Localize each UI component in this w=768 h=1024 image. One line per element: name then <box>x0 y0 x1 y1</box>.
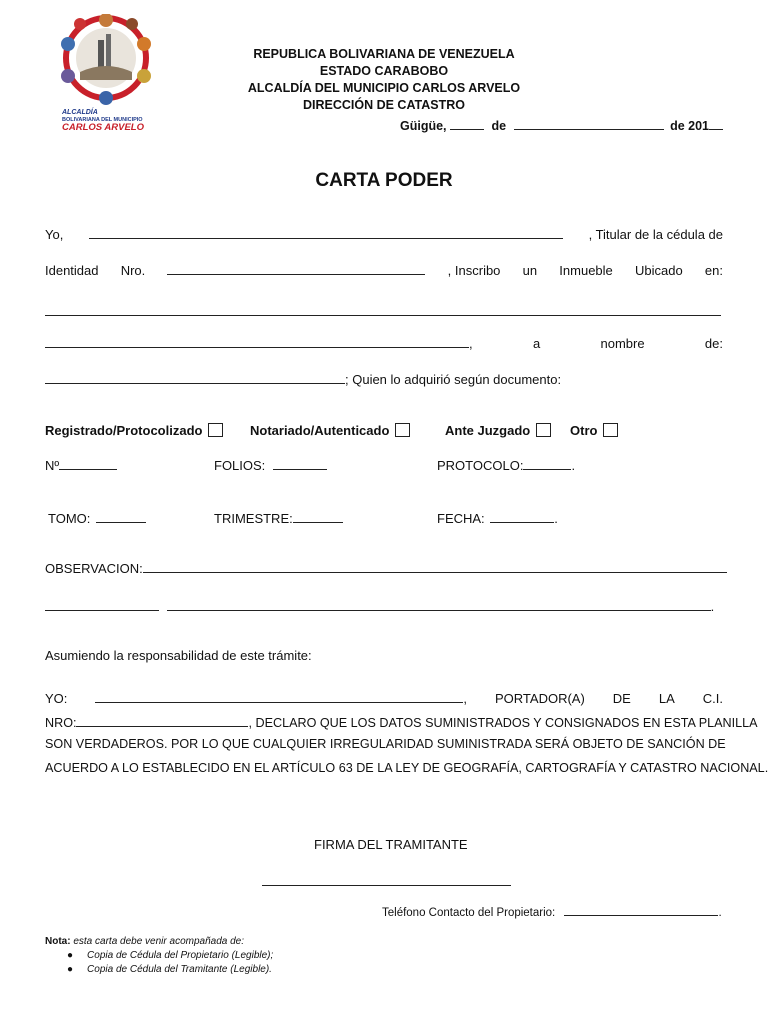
identidad-word: Identidad <box>45 263 99 278</box>
logo-line-1: ALCALDÍA <box>62 109 98 116</box>
trimestre-field[interactable] <box>293 509 343 523</box>
signature-label: FIRMA DEL TRAMITANTE <box>314 837 468 852</box>
option-registrado-label: Registrado/Protocolizado <box>45 423 203 438</box>
option-registrado <box>45 423 223 438</box>
phone-row: Teléfono Contacto del Propietario: . <box>382 902 722 919</box>
declaration-line-3: ACUERDO A LO ESTABLECIDO EN EL ARTÍCULO 63 DE LA LEY DE GEOGRAFÍA, CARTOGRAFÍA Y CATASTRO NACIONAL. <box>45 761 768 775</box>
quien-text: ; Quien lo adquirió según documento: <box>345 372 562 387</box>
date-year-field[interactable] <box>709 116 723 130</box>
observacion-row-2: . <box>45 597 714 614</box>
declarant-ci-field[interactable] <box>76 713 248 727</box>
address-field-2[interactable] <box>45 334 469 348</box>
observacion-field-2b[interactable] <box>167 597 711 611</box>
tomo-label: TOMO: <box>48 511 91 526</box>
protocolo-group: PROTOCOLO: . <box>437 458 576 473</box>
date-city: Güigüe, <box>400 119 447 133</box>
option-juzgado <box>445 423 551 438</box>
note-item-2 <box>67 964 272 975</box>
page-title: CARTA PODER <box>315 170 453 191</box>
fecha-label: FECHA: <box>437 511 485 526</box>
bullet-icon: ● <box>67 950 74 961</box>
yo-label: Yo, <box>45 227 64 242</box>
ubicado-word: Ubicado <box>634 263 683 278</box>
de-caps-word: DE <box>612 691 631 706</box>
observacion-field-2a[interactable] <box>45 597 159 611</box>
declaration-text-1: , DECLARO QUE LOS DATOS SUMINISTRADOS Y CONSIGNADOS EN ESTA PLANILLA <box>248 716 758 730</box>
fecha-group: FECHA: . <box>437 511 558 526</box>
titular-text: , Titular de la cédula de <box>588 227 723 242</box>
juzgado-checkbox[interactable] <box>536 423 551 437</box>
numero-field[interactable] <box>59 456 117 470</box>
registrado-checkbox[interactable] <box>208 423 223 437</box>
row-quien <box>45 370 561 387</box>
identity-number-field[interactable] <box>167 261 425 275</box>
note-row <box>45 936 244 947</box>
bullet-icon: ● <box>67 964 74 975</box>
option-otro-label: Otro <box>570 423 598 438</box>
trimestre-group <box>214 509 343 526</box>
tomo-group <box>48 509 146 526</box>
inmueble-word: Inmueble <box>559 263 613 278</box>
option-notariado <box>250 423 410 438</box>
option-otro <box>570 423 618 438</box>
header-estado: ESTADO CARABOBO <box>319 64 449 78</box>
declarant-name-field[interactable] <box>95 689 463 703</box>
row-yo <box>45 225 723 242</box>
notariado-checkbox[interactable] <box>395 423 410 437</box>
inscribo-word: , Inscribo <box>447 263 501 278</box>
date-de: de <box>491 119 507 133</box>
header-republica: REPUBLICA BOLIVARIANA DE VENEZUELA <box>253 47 515 61</box>
yo-caps-label: YO: <box>45 691 68 706</box>
declaration-line-2: SON VERDADEROS. POR LO QUE CUALQUIER IRREGULARIDAD SUMINISTRADA SERÁ OBJETO DE SANCIÓN DE <box>45 737 726 751</box>
protocolo-field[interactable] <box>523 456 571 470</box>
date-line <box>400 116 723 133</box>
alcaldia-logo <box>50 14 162 132</box>
note-text: esta carta debe venir acompañada de: <box>73 936 245 947</box>
un-word: un <box>522 263 538 278</box>
note-label: Nota: <box>45 936 71 947</box>
numero-group <box>45 456 117 473</box>
ci-word: C.I. <box>702 691 723 706</box>
header-direccion: DIRECCIÓN DE CATASTRO <box>302 98 466 112</box>
owner-name-field[interactable] <box>45 370 345 384</box>
nro-label: NRO: <box>45 716 77 730</box>
numero-label: Nº <box>45 458 60 473</box>
de-word: de: <box>704 336 723 351</box>
observacion-label: OBSERVACION: <box>45 561 143 576</box>
date-year-label: de 201 <box>670 119 709 133</box>
logo-line-3: CARLOS ARVELO <box>62 122 144 132</box>
trimestre-label: TRIMESTRE: <box>214 511 293 526</box>
nro-word: Nro. <box>120 263 146 278</box>
tomo-field[interactable] <box>96 509 146 523</box>
name-field[interactable] <box>89 225 563 239</box>
folios-field[interactable] <box>273 456 327 470</box>
observacion-field-1[interactable] <box>143 559 727 573</box>
address-field-1[interactable] <box>45 302 721 316</box>
folios-group <box>214 456 327 473</box>
observacion-row <box>45 559 727 576</box>
a-word: a <box>532 336 541 351</box>
signature-line[interactable] <box>262 885 511 886</box>
date-day-field[interactable] <box>450 116 484 130</box>
header-alcaldia: ALCALDÍA DEL MUNICIPIO CARLOS ARVELO <box>247 81 521 95</box>
note-item-1-text: Copia de Cédula del Propietario (Legible); <box>87 950 274 961</box>
date-month-field[interactable] <box>514 116 664 130</box>
phone-field[interactable] <box>564 902 718 916</box>
folios-label: FOLIOS: <box>214 458 266 473</box>
protocolo-label: PROTOCOLO: <box>437 458 524 473</box>
row-a-nombre <box>45 334 723 351</box>
portador-word: PORTADOR(A) <box>495 691 585 706</box>
row-identidad <box>45 261 723 278</box>
en-word: en: <box>704 263 723 278</box>
logo-line-2: BOLIVARIANA DEL MUNICIPIO <box>62 117 143 123</box>
declaration-intro: Asumiendo la responsabilidad de este trámite: <box>45 648 312 663</box>
option-juzgado-label: Ante Juzgado <box>445 423 531 438</box>
fecha-field[interactable] <box>490 509 554 523</box>
note-item-1 <box>67 950 273 961</box>
declarant-comma: , <box>463 691 468 706</box>
declaration-line-1 <box>45 713 758 730</box>
otro-checkbox[interactable] <box>603 423 618 437</box>
la-word: LA <box>658 691 675 706</box>
comma: , <box>469 336 473 351</box>
row-declarant <box>45 689 723 706</box>
option-notariado-label: Notariado/Autenticado <box>250 423 390 438</box>
note-item-2-text: Copia de Cédula del Tramitante (Legible). <box>87 964 272 975</box>
nombre-word: nombre <box>600 336 645 351</box>
phone-label: Teléfono Contacto del Propietario: <box>382 907 556 919</box>
